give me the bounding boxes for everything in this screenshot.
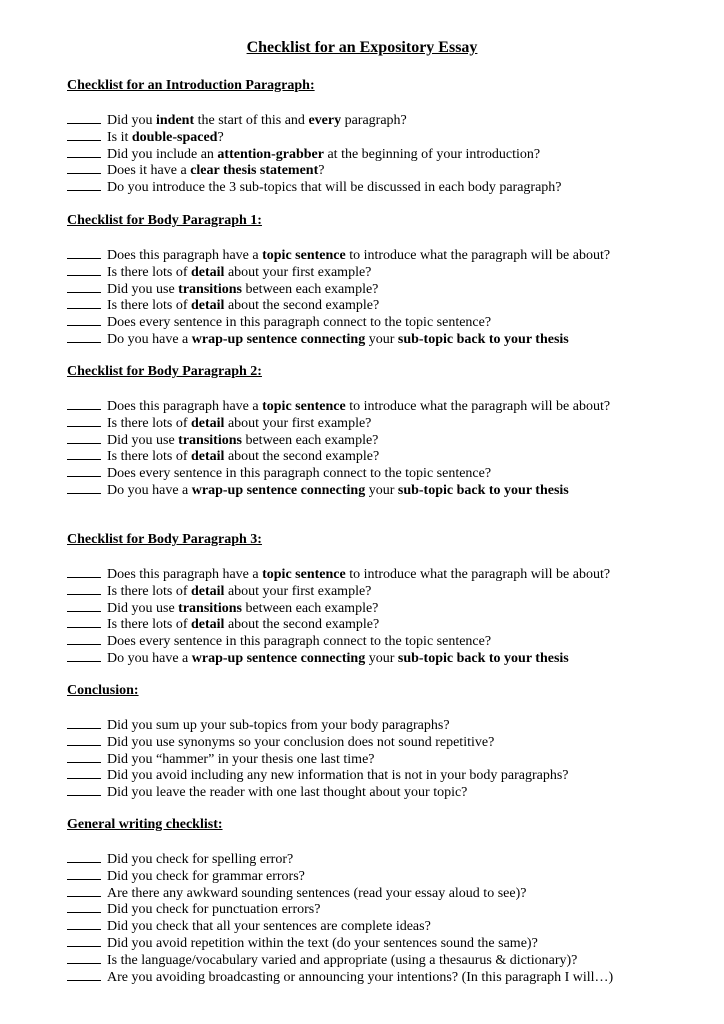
check-blank[interactable] [67, 867, 101, 880]
item-text: Is there lots of [107, 449, 191, 465]
checklist-item [67, 565, 707, 582]
checklist-item [67, 750, 707, 767]
item-text: at the beginning of your introduction? [323, 146, 541, 162]
section-introduction [67, 77, 707, 195]
check-blank[interactable] [67, 246, 101, 259]
item-text: Did you use [107, 281, 179, 297]
checklist-item [67, 649, 707, 666]
checklist-item [67, 599, 707, 616]
item-text: to introduce what the paragraph will be about? [345, 567, 611, 582]
checklist-item [67, 615, 707, 632]
check-blank[interactable] [67, 296, 101, 309]
check-blank[interactable] [67, 565, 101, 578]
checklist [67, 850, 707, 984]
item-text-bold: clear thesis statement [190, 163, 319, 179]
check-blank[interactable] [67, 783, 101, 796]
checklist [67, 397, 707, 498]
checklist-item [67, 951, 707, 968]
item-text: the start of this and [194, 113, 309, 128]
check-blank[interactable] [67, 178, 101, 191]
item-text: Does this paragraph have a [107, 399, 263, 414]
item-text: Did you use [107, 600, 179, 616]
item-text: between each example? [241, 432, 379, 448]
item-text: Are there any awkward sounding sentences (read your essay aloud to see)? [107, 885, 527, 901]
check-blank[interactable] [67, 917, 101, 930]
check-blank[interactable] [67, 145, 101, 158]
item-text: Did you check for spelling error? [107, 852, 294, 867]
item-text: Does it have a [107, 163, 191, 179]
check-blank[interactable] [67, 968, 101, 981]
item-text-bold: sub-topic back to your thesis [397, 650, 569, 666]
checklist-item [67, 178, 707, 195]
item-text: ? [318, 163, 325, 179]
item-text-bold: topic sentence [262, 567, 346, 582]
checklist-item [67, 900, 707, 917]
check-blank[interactable] [67, 733, 101, 746]
section-heading: Checklist for Body Paragraph 1: [67, 213, 262, 228]
checklist-item [67, 263, 707, 280]
section-general-writing [67, 816, 707, 984]
check-blank[interactable] [67, 582, 101, 595]
item-text-bold: double-spaced [131, 129, 218, 145]
check-blank[interactable] [67, 464, 101, 477]
item-text: about the second example? [224, 298, 380, 314]
item-text: to introduce what the paragraph will be about? [345, 248, 611, 263]
check-blank[interactable] [67, 599, 101, 612]
item-text: your [365, 331, 398, 347]
item-text-bold: detail [190, 415, 225, 431]
checklist-item [67, 867, 707, 884]
item-text: about the second example? [224, 617, 380, 633]
section-heading: Checklist for an Introduction Paragraph: [67, 78, 315, 93]
item-text-bold: indent [156, 113, 195, 128]
check-blank[interactable] [67, 632, 101, 645]
check-blank[interactable] [67, 111, 101, 124]
checklist-item [67, 128, 707, 145]
check-blank[interactable] [67, 128, 101, 141]
checklist-item [67, 464, 707, 481]
item-text-bold: transitions [178, 281, 242, 297]
section-heading: Conclusion: [67, 683, 139, 698]
checklist-item [67, 431, 707, 448]
check-blank[interactable] [67, 951, 101, 964]
item-text: Did you check for punctuation errors? [107, 902, 321, 918]
item-text-bold: wrap-up sentence connecting [191, 482, 366, 498]
item-text: Did you include an [107, 146, 218, 162]
item-text: about your first example? [224, 415, 372, 431]
check-blank[interactable] [67, 313, 101, 326]
checklist-item [67, 296, 707, 313]
item-text: Are you avoiding broadcasting or announcing your intentions? (In this paragraph I will…) [107, 969, 614, 985]
check-blank[interactable] [67, 481, 101, 494]
item-text-bold: every [308, 113, 342, 128]
check-blank[interactable] [67, 330, 101, 343]
checklist-item [67, 246, 707, 263]
check-blank[interactable] [67, 161, 101, 174]
item-text-bold: sub-topic back to your thesis [397, 331, 569, 347]
item-text-bold: detail [190, 298, 225, 314]
section-body-paragraph-2 [67, 363, 707, 498]
checklist-item [67, 397, 707, 414]
item-text: Does every sentence in this paragraph connect to the topic sentence? [107, 315, 492, 331]
item-text: about your first example? [224, 583, 372, 599]
item-text: Did you avoid including any new information that is not in your body paragraphs? [107, 768, 569, 784]
checklist-item [67, 783, 707, 800]
item-text: paragraph? [341, 113, 407, 128]
item-text-bold: wrap-up sentence connecting [191, 331, 366, 347]
item-text-bold: sub-topic back to your thesis [397, 482, 569, 498]
check-blank[interactable] [67, 884, 101, 897]
item-text: Did you leave the reader with one last thought about your topic? [107, 785, 468, 801]
checklist-item [67, 161, 707, 178]
item-text: about your first example? [224, 264, 372, 280]
item-text: Is there lots of [107, 264, 191, 280]
item-text: Is there lots of [107, 298, 191, 314]
checklist-item [67, 330, 707, 347]
item-text: Did you avoid repetition within the text (do your sentences sound the same)? [107, 935, 538, 951]
checklist-item [67, 884, 707, 901]
check-blank[interactable] [67, 263, 101, 276]
item-text: Did you “hammer” in your thesis one last time? [107, 751, 375, 767]
checklist-item [67, 766, 707, 783]
item-text: Do you have a [107, 331, 192, 347]
checklist-item [67, 414, 707, 431]
section-heading: Checklist for Body Paragraph 2: [67, 364, 262, 379]
checklist-item [67, 481, 707, 498]
checklist-item [67, 733, 707, 750]
checklist-item [67, 313, 707, 330]
checklist-item [67, 582, 707, 599]
item-text: Does every sentence in this paragraph connect to the topic sentence? [107, 466, 492, 482]
item-text: between each example? [241, 281, 379, 297]
check-blank[interactable] [67, 716, 101, 729]
item-text-bold: detail [190, 264, 225, 280]
checklist-item [67, 716, 707, 733]
item-text: Did you check that all your sentences are complete ideas? [107, 919, 431, 935]
checklist [67, 565, 707, 666]
checklist [67, 716, 707, 800]
item-text: Does every sentence in this paragraph connect to the topic sentence? [107, 634, 492, 650]
checklist-item [67, 917, 707, 934]
section-conclusion [67, 682, 707, 800]
check-blank[interactable] [67, 750, 101, 763]
check-blank[interactable] [67, 850, 101, 863]
item-text: Did you use synonyms so your conclusion does not sound repetitive? [107, 734, 495, 750]
item-text: Did you [107, 113, 156, 128]
item-text-bold: wrap-up sentence connecting [191, 650, 366, 666]
item-text: Is there lots of [107, 617, 191, 633]
checklist-item [67, 934, 707, 951]
item-text: Did you sum up your sub-topics from your body paragraphs? [107, 718, 450, 733]
checklist-item [67, 968, 707, 985]
item-text: Is there lots of [107, 583, 191, 599]
check-blank[interactable] [67, 900, 101, 913]
checklist-item [67, 111, 707, 128]
item-text: Is there lots of [107, 415, 191, 431]
item-text: Is the language/vocabulary varied and appropriate (using a thesaurus & dictionary)? [107, 952, 578, 968]
item-text-bold: attention-grabber [217, 146, 324, 162]
item-text-bold: detail [190, 617, 225, 633]
section-body-paragraph-1 [67, 212, 707, 347]
item-text: Does this paragraph have a [107, 248, 263, 263]
item-text-bold: transitions [178, 600, 242, 616]
check-blank[interactable] [67, 397, 101, 410]
checklist-item [67, 632, 707, 649]
check-blank[interactable] [67, 280, 101, 293]
item-text: about the second example? [224, 449, 380, 465]
section-heading: Checklist for Body Paragraph 3: [67, 532, 262, 547]
check-blank[interactable] [67, 766, 101, 779]
checklist-item [67, 850, 707, 867]
item-text: Do you introduce the 3 sub-topics that will be discussed in each body paragraph? [107, 180, 562, 196]
item-text-bold: transitions [178, 432, 242, 448]
check-blank[interactable] [67, 649, 101, 662]
item-text: between each example? [241, 600, 379, 616]
item-text: Do you have a [107, 482, 192, 498]
section-body-paragraph-3 [67, 531, 707, 666]
item-text-bold: topic sentence [262, 248, 346, 263]
item-text: Do you have a [107, 650, 192, 666]
item-text: Did you use [107, 432, 179, 448]
item-text-bold: detail [190, 449, 225, 465]
section-heading: General writing checklist: [67, 817, 223, 832]
document-title: Checklist for an Expository Essay [246, 39, 478, 56]
item-text: Is it [107, 129, 132, 145]
checklist-item [67, 145, 707, 162]
item-text: your [365, 482, 398, 498]
item-text: to introduce what the paragraph will be about? [345, 399, 611, 414]
checklist [67, 246, 707, 347]
check-blank[interactable] [67, 431, 101, 444]
check-blank[interactable] [67, 447, 101, 460]
item-text: ? [217, 129, 224, 145]
check-blank[interactable] [67, 414, 101, 427]
check-blank[interactable] [67, 615, 101, 628]
item-text-bold: detail [190, 583, 225, 599]
checklist-item [67, 280, 707, 297]
checklist [67, 111, 707, 195]
item-text: your [365, 650, 398, 666]
item-text-bold: topic sentence [262, 399, 346, 414]
check-blank[interactable] [67, 934, 101, 947]
item-text: Does this paragraph have a [107, 567, 263, 582]
checklist-item [67, 447, 707, 464]
item-text: Did you check for grammar errors? [107, 868, 305, 884]
